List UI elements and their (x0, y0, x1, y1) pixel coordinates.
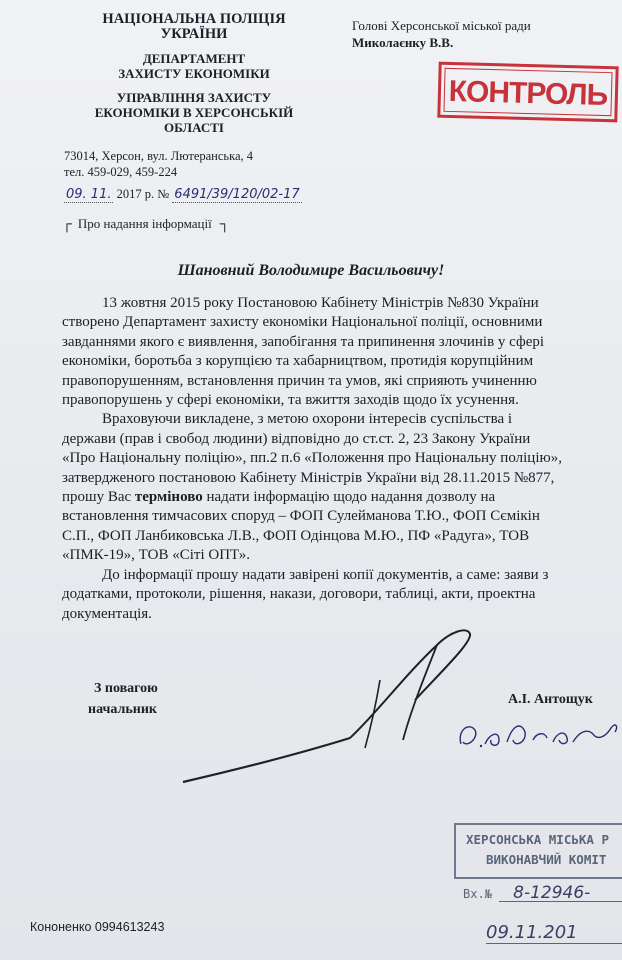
body-p2-line: Враховуючи викладене, з метою охорони інтересів суспільства і (102, 411, 513, 428)
body-p2-line: «ПМК-19», ТОВ «Сіті ОПТ». (62, 547, 251, 564)
body-p1-line: правопорушень у сфері економіки, та вжиття заходів щодо їх усунення. (62, 392, 519, 409)
closing-regards: З повагою (94, 681, 158, 696)
dept-name-line2: ЗАХИСТУ ЕКОНОМІКИ (118, 66, 270, 81)
ref-number-handwritten: 6491/39/120/02-17 (174, 187, 300, 202)
address-phone: тел. 459-029, 459-224 (64, 165, 178, 179)
subject-text: Про надання інформації (77, 216, 212, 231)
addressee-name: Миколаєнку В.В. (352, 35, 454, 50)
subject-line: ┌ Про надання інформації ┐ (62, 216, 230, 232)
control-stamp-text: КОНТРОЛЬ (448, 74, 608, 113)
registration-date-handwritten: 09.11.201 (486, 922, 622, 944)
body-p2-line (62, 488, 622, 507)
body-p3-line: До інформації прошу надати завірені копії документів, а саме: заяви з (102, 566, 549, 583)
letter-body (62, 294, 622, 624)
body-p1-line: завданнями якого є виявлення, запобігання та припинення злочинів у сфері (62, 333, 545, 350)
closing-position: начальник (88, 702, 157, 717)
body-p2-line: встановлення тимчасових споруд – ФОП Сулейманова Т.Ю., ФОП Сємікін (62, 508, 540, 525)
reg-stamp-line2: ВИКОНАВЧИЙ КОМІТ (486, 852, 607, 867)
body-p1-line: створено Департамент захисту економіки Національної поліції, основними (62, 314, 543, 331)
reg-in-number-handwritten: 8-12946- (499, 885, 622, 902)
addressee-title: Голові Херсонської міської ради (352, 18, 531, 33)
reg-stamp-line1: ХЕРСОНСЬКА МІСЬКА Р (466, 832, 609, 847)
closing-block (88, 678, 158, 720)
control-stamp (437, 62, 618, 123)
body-p1-line: правопорушенням, встановлення причин та умов, які сприяють учиненню (62, 372, 537, 389)
signature-main (175, 620, 485, 790)
org-name-line2: УКРАЇНИ (160, 26, 228, 42)
ref-year-label: 2017 р. № (116, 187, 170, 201)
signer-name: А.І. Антощук (508, 692, 593, 707)
sender-address (64, 148, 253, 180)
signature-secondary (455, 714, 622, 754)
reg-in-label: Вх.№ (463, 887, 492, 901)
body-p3-line: документація. (62, 605, 152, 622)
ref-date-handwritten: 09. 11. (66, 187, 112, 202)
unit-name-line3: ОБЛАСТІ (164, 120, 224, 135)
request-urgent: терміново (134, 489, 203, 506)
request-post: надати інформацію щодо надання дозволу на (202, 489, 496, 506)
registration-stamp (454, 823, 622, 879)
unit-name-line1: УПРАВЛІННЯ ЗАХИСТУ (116, 90, 272, 105)
unit-name-line2: ЕКОНОМІКИ В ХЕРСОНСЬКІЙ (94, 105, 294, 120)
body-p2-line: С.П., ФОП Ланбиковська Л.В., ФОП Одінцова М.Ю., ПФ «Радуга», ТОВ (62, 527, 530, 544)
body-p2-line: «Про Національну поліцію», пп.2 п.6 «Положення про Національну поліцію», (62, 450, 562, 467)
registration-in-number (463, 885, 622, 902)
salutation: Шановний Володимире Васильовичу! (177, 262, 445, 279)
body-p2-line: затвердженого постановою Кабінету Міністрів України від 28.11.2015 №877, (62, 469, 555, 486)
body-p3-line: додатками, протоколи, рішення, накази, договори, таблиці, акти, проектна (62, 586, 536, 603)
org-name-line1: НАЦІОНАЛЬНА ПОЛІЦІЯ (102, 11, 286, 27)
sender-header (60, 12, 328, 135)
request-pre: прошу Вас (62, 489, 135, 506)
body-p2-line: держави (прав і свобод людини) відповідно до ст.ст. 2, 23 Закону України (62, 430, 531, 447)
address-street: 73014, Херсон, вул. Лютеранська, 4 (64, 149, 254, 163)
body-p1-line: економіки, боротьба з корупцією та хабарництвом, протидія корупційним (62, 353, 534, 370)
addressee-block (352, 17, 531, 51)
dept-name-line1: ДЕПАРТАМЕНТ (142, 51, 246, 66)
reference-line (64, 187, 302, 202)
executor-contact: Кононенко 0994613243 (30, 920, 165, 934)
body-p1-line: 13 жовтня 2015 року Постановою Кабінету Міністрів №830 України (102, 295, 539, 311)
